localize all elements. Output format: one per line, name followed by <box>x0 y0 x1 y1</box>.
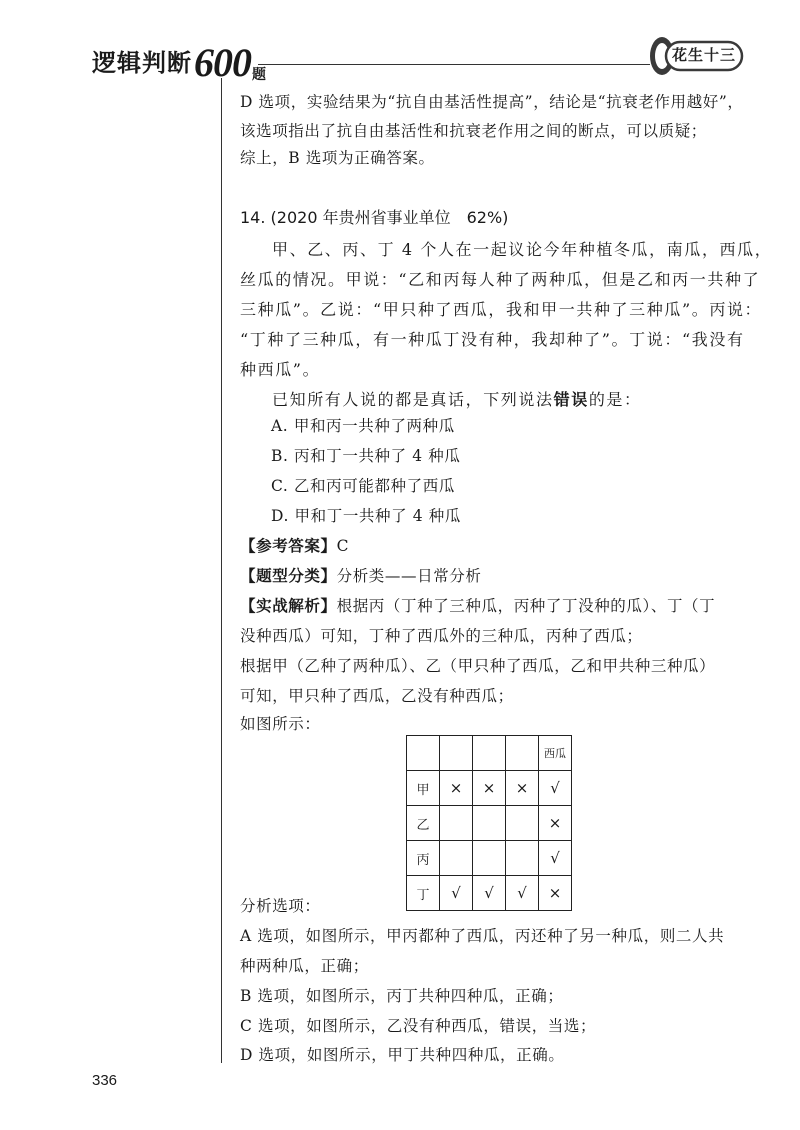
table-cell <box>506 806 539 841</box>
page-number: 336 <box>92 1072 118 1089</box>
header-title-suffix: 题 <box>252 67 266 83</box>
header-badge-text: 花生十三 <box>672 46 737 64</box>
text-line: 该选项指出了抗自由基活性和抗衰老作用之间的断点，可以质疑； <box>240 122 707 140</box>
option-c: C. 乙和丙可能都种了西瓜 <box>271 477 455 495</box>
question-stem-line: 丝瓜的情况。甲说：“乙和丙每人种了两种瓜，但是乙和丙一共种了 <box>240 270 761 289</box>
table-cell: × <box>440 771 473 806</box>
question-prompt-emphasis: 错误 <box>553 390 589 409</box>
text-line: 综上，B 选项为正确答案。 <box>240 149 435 167</box>
table-cell: √ <box>539 771 572 806</box>
table-cell: × <box>473 771 506 806</box>
analysis-line: 可知，甲只种了西瓜，乙没有种西瓜； <box>240 687 514 705</box>
question-stem-line: 种西瓜”。 <box>240 360 321 379</box>
table-cell <box>473 806 506 841</box>
conclusion-line: C 选项，如图所示，乙没有种西瓜，错误，当选； <box>240 1017 597 1035</box>
running-header-title <box>92 34 266 85</box>
header-title-number: 600 <box>194 40 251 85</box>
table-cell <box>506 841 539 876</box>
question-stem-line: 三种瓜”。乙说：“甲只种了西瓜，我和甲一共种了三种瓜”。丙说： <box>240 300 763 319</box>
question-prompt-prefix: 已知所有人说的都是真话，下列说法 <box>272 390 554 409</box>
question-prompt-suffix: 的是： <box>588 390 642 409</box>
table-cell: 丁 <box>407 876 440 911</box>
option-b: B. 丙和丁一共种了 4 种瓜 <box>271 447 461 465</box>
table-header-row <box>407 736 572 771</box>
type-label: 【题型分类】 <box>240 566 337 585</box>
table-cell: × <box>539 806 572 841</box>
table-cell: 丙 <box>407 841 440 876</box>
analysis-label: 【实战解析】 <box>240 596 337 615</box>
conclusion-line: 种两种瓜，正确； <box>240 957 369 975</box>
question-title: 14. (2020 年贵州省事业单位 62%) <box>240 208 509 227</box>
conclusion-line: 分析选项： <box>240 897 321 915</box>
analysis-line: 如图所示： <box>240 715 321 733</box>
question-stem-line: 甲、乙、丙、丁 4 个人在一起议论今年种植冬瓜，南瓜，西瓜， <box>272 240 773 259</box>
answer-value: C <box>336 537 350 555</box>
analysis-line <box>240 596 715 616</box>
table-cell <box>473 736 506 771</box>
option-a: A. 甲和丙一共种了两种瓜 <box>271 417 455 435</box>
option-d: D. 甲和丁一共种了 4 种瓜 <box>271 507 461 525</box>
analysis-line: 没种西瓜）可知，丁种了西瓜外的三种瓜，丙种了西瓜； <box>240 627 643 645</box>
table-row <box>407 841 572 876</box>
conclusion-line: D 选项，如图所示，甲丁共种四种瓜，正确。 <box>240 1046 565 1064</box>
answer-line <box>240 536 349 556</box>
table-cell: 乙 <box>407 806 440 841</box>
table-cell: × <box>539 876 572 911</box>
table-cell: √ <box>440 876 473 911</box>
table-cell <box>440 806 473 841</box>
table-cell <box>440 736 473 771</box>
conclusion-line: B 选项，如图所示，丙丁共种四种瓜，正确； <box>240 987 564 1005</box>
table-cell <box>440 841 473 876</box>
header-rule <box>258 64 650 65</box>
table-row <box>407 806 572 841</box>
analysis-text: 根据丙（丁种了三种瓜，丙种了丁没种的瓜）、丁（丁 <box>336 597 716 615</box>
table-cell: √ <box>473 876 506 911</box>
table-cell: × <box>506 771 539 806</box>
question-stem-line: “丁种了三种瓜，有一种瓜丁没有种，我却种了”。丁说：“我没有 <box>240 330 745 349</box>
table-row <box>407 771 572 806</box>
analysis-table <box>406 735 572 911</box>
question-prompt <box>272 390 642 410</box>
table-cell <box>506 736 539 771</box>
table-cell: 甲 <box>407 771 440 806</box>
table-cell: √ <box>539 841 572 876</box>
table-cell <box>473 841 506 876</box>
type-value: 分析类——日常分析 <box>336 567 482 585</box>
header-title-text: 逻辑判断 <box>92 49 192 77</box>
answer-label: 【参考答案】 <box>240 536 337 555</box>
table-cell: 西瓜 <box>539 736 572 771</box>
text-line: D 选项，实验结果为“抗自由基活性提高”，结论是“抗衰老作用越好”， <box>240 93 744 111</box>
analysis-line: 根据甲（乙种了两种瓜）、乙（甲只种了西瓜，乙和甲共种三种瓜） <box>240 657 716 675</box>
table-row <box>407 876 572 911</box>
type-line <box>240 566 482 586</box>
table-cell: √ <box>506 876 539 911</box>
table-cell <box>407 736 440 771</box>
margin-rule <box>221 78 222 1063</box>
conclusion-line: A 选项，如图所示，甲丙都种了西瓜，丙还种了另一种瓜，则二人共 <box>240 927 725 945</box>
